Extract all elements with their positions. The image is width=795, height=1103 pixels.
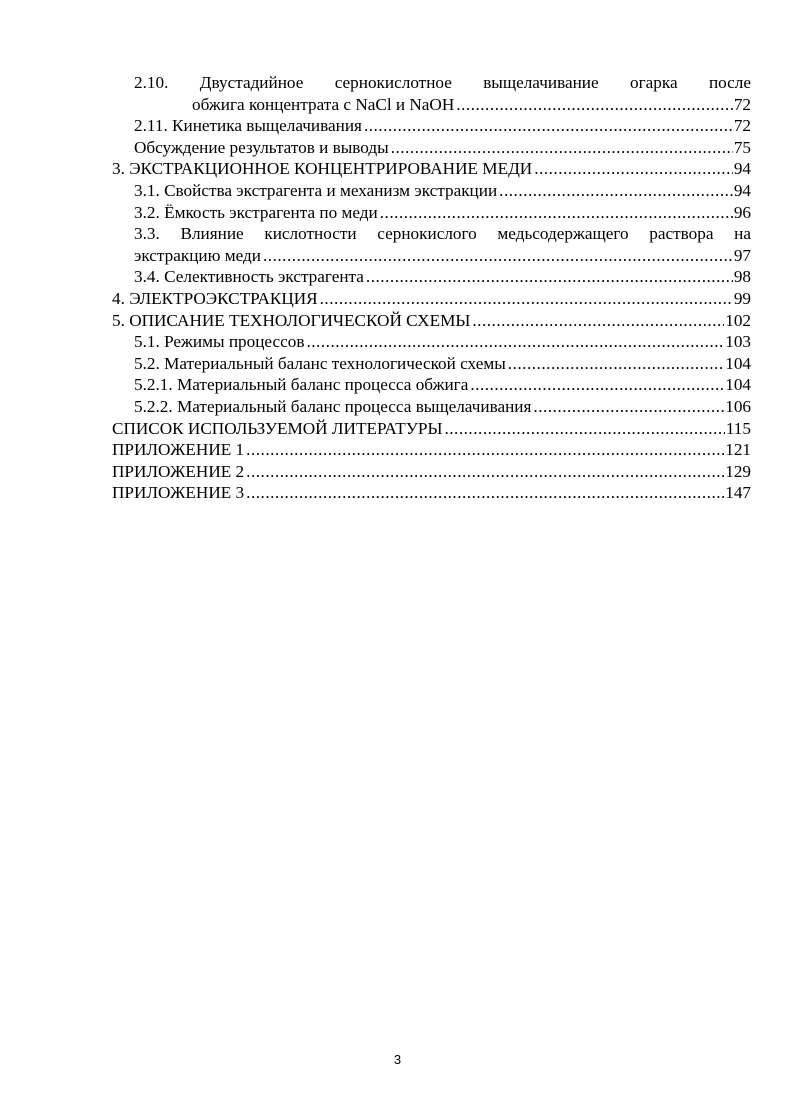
toc-page-number: 72	[733, 94, 751, 114]
toc-entry-title: обжига концентрата с NaCl и NaOH	[192, 94, 455, 114]
toc-entry-title: 3.2. Ёмкость экстрагента по меди	[134, 202, 378, 222]
toc-entry-4[interactable]	[112, 288, 751, 310]
toc-entry-3-3-line1	[112, 223, 751, 245]
toc-entry-title: 5.2.1. Материальный баланс процесса обжига	[134, 375, 469, 395]
toc-entry-3-2[interactable]	[112, 202, 751, 224]
toc-entry-5[interactable]	[112, 310, 751, 332]
toc-leader-dots	[508, 353, 724, 375]
toc-leader-dots	[470, 374, 724, 396]
toc-entry-title: ПРИЛОЖЕНИЕ 3	[112, 483, 245, 503]
toc-entry-2-11[interactable]	[112, 115, 751, 137]
toc-page-number: 129	[725, 461, 751, 481]
toc-entry-5-2[interactable]	[112, 353, 751, 375]
toc-entry-5-1[interactable]	[112, 331, 751, 353]
toc-entry-title: 3. ЭКСТРАКЦИОННОЕ КОНЦЕНТРИРОВАНИЕ МЕДИ	[112, 159, 533, 179]
toc-page-number: 94	[733, 180, 751, 200]
toc-page-number: 147	[725, 483, 751, 503]
toc-entry-title: ПРИЛОЖЕНИЕ 2	[112, 461, 245, 481]
toc-leader-dots	[320, 288, 733, 310]
toc-page-number: 94	[733, 159, 751, 179]
toc-entry-5-2-1[interactable]	[112, 374, 751, 396]
toc-entry-title: СПИСОК ИСПОЛЬЗУЕМОЙ ЛИТЕРАТУРЫ	[112, 418, 443, 438]
toc-entry-2-10-line2[interactable]	[112, 94, 751, 116]
toc-entry-2-10-line1	[112, 72, 751, 94]
toc-entry-title: 5. ОПИСАНИЕ ТЕХНОЛОГИЧЕСКОЙ СХЕМЫ	[112, 310, 471, 330]
toc-leader-dots	[263, 245, 733, 267]
toc-page-number: 75	[733, 137, 751, 157]
toc-entry-3-3-line2[interactable]	[112, 245, 751, 267]
toc-leader-dots	[246, 482, 724, 504]
toc-entry-title: 2.10. Двустадийное сернокислотное выщелачивание огарка после	[134, 73, 751, 92]
toc-page-number: 104	[725, 375, 751, 395]
toc-entry-title: ПРИЛОЖЕНИЕ 1	[112, 440, 245, 460]
toc-page-number: 106	[725, 396, 751, 416]
toc-entry-3-1[interactable]	[112, 180, 751, 202]
table-of-contents	[112, 72, 751, 504]
toc-entry-title: 3.4. Селективность экстрагента	[134, 267, 364, 287]
toc-entry-title: Обсуждение результатов и выводы	[134, 137, 389, 157]
toc-entry-appendix-2[interactable]	[112, 461, 751, 483]
toc-page-number: 99	[733, 288, 751, 308]
toc-entry-title: 3.3. Влияние кислотности сернокислого медьсодержащего раствора на	[134, 224, 751, 244]
toc-page-number: 104	[725, 353, 751, 373]
toc-leader-dots	[391, 137, 733, 159]
toc-entry-discussion[interactable]	[112, 137, 751, 159]
toc-leader-dots	[444, 418, 724, 440]
toc-page-number: 102	[725, 310, 751, 330]
toc-leader-dots	[533, 396, 724, 418]
toc-entry-title: 3.1. Свойства экстрагента и механизм экстракции	[134, 180, 498, 200]
toc-page-number: 96	[733, 202, 751, 222]
page-number: 3	[393, 1052, 402, 1067]
toc-page-number: 103	[725, 332, 751, 352]
toc-page-number: 115	[725, 418, 751, 438]
toc-entry-title: 5.1. Режимы процессов	[134, 332, 305, 352]
toc-entry-3-4[interactable]	[112, 266, 751, 288]
toc-entry-title: 2.11. Кинетика выщелачивания	[134, 116, 362, 136]
toc-entry-title: экстракцию меди	[134, 245, 261, 265]
toc-leader-dots	[366, 266, 733, 288]
toc-leader-dots	[456, 94, 733, 116]
toc-entry-title: 5.2. Материальный баланс технологической схемы	[134, 353, 506, 373]
toc-page-number: 121	[725, 440, 751, 460]
toc-leader-dots	[472, 310, 724, 332]
toc-entry-references[interactable]	[112, 418, 751, 440]
toc-leader-dots	[246, 461, 724, 483]
toc-entry-5-2-2[interactable]	[112, 396, 751, 418]
toc-leader-dots	[499, 180, 733, 202]
toc-leader-dots	[364, 115, 733, 137]
toc-leader-dots	[380, 202, 733, 224]
toc-entry-3[interactable]	[112, 158, 751, 180]
toc-entry-title: 4. ЭЛЕКТРОЭКСТРАКЦИЯ	[112, 288, 318, 308]
toc-page-number: 98	[733, 267, 751, 287]
toc-leader-dots	[306, 331, 724, 353]
toc-page-number: 97	[733, 245, 751, 265]
toc-entry-appendix-1[interactable]	[112, 439, 751, 461]
toc-leader-dots	[246, 439, 724, 461]
toc-page-number: 72	[733, 116, 751, 136]
toc-entry-appendix-3[interactable]	[112, 482, 751, 504]
toc-entry-title: 5.2.2. Материальный баланс процесса выщелачивания	[134, 396, 532, 416]
toc-leader-dots	[534, 158, 733, 180]
